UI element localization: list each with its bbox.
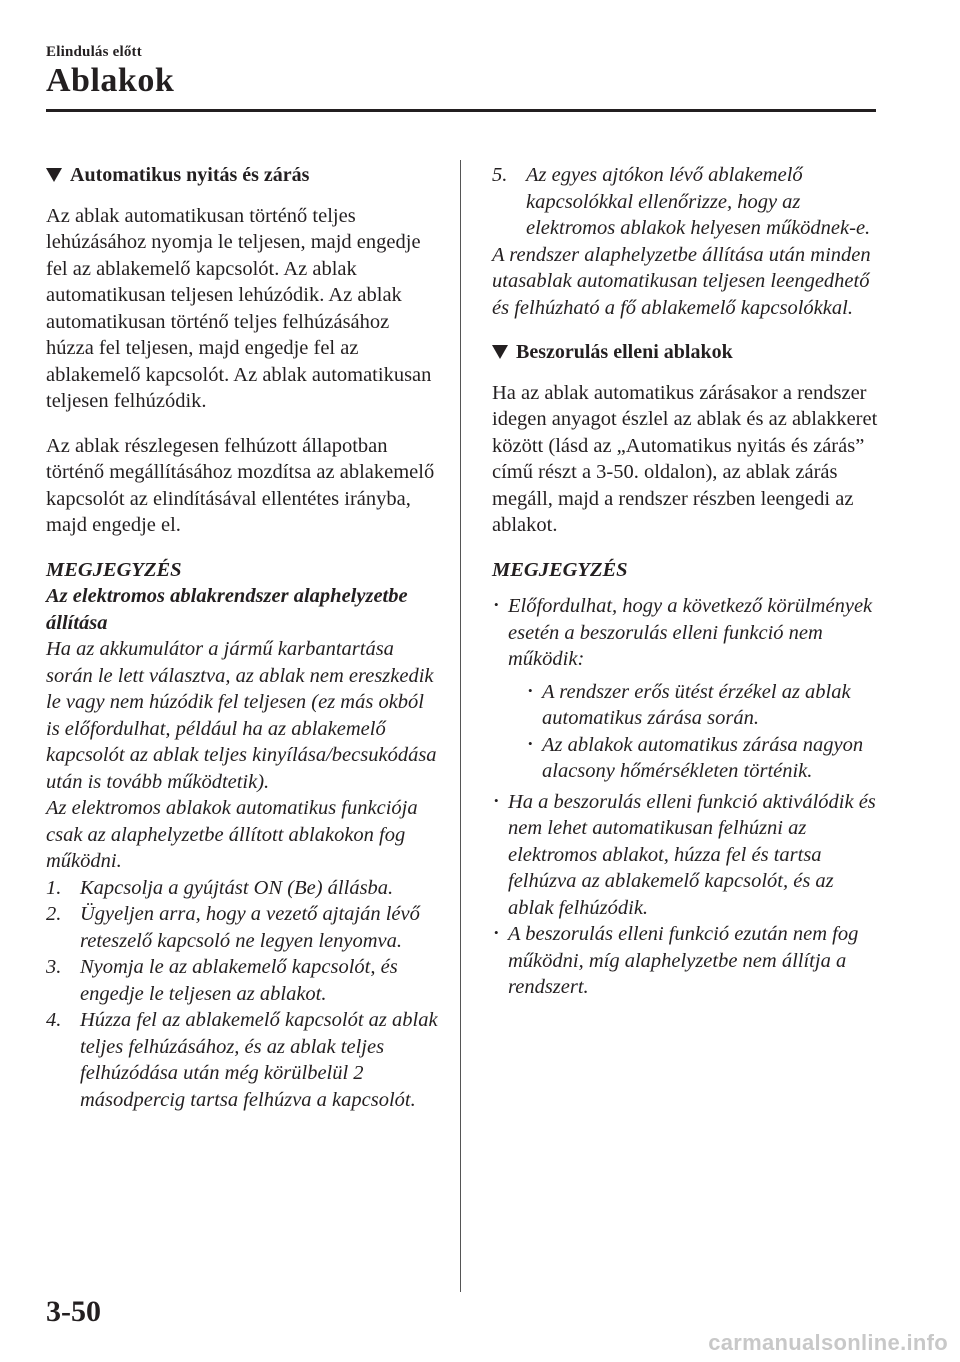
list-item: 5. Az egyes ajtókon lévő ablakemelő kapcsolókkal ellenőrizze, hogy az elektromos ablakok helyesen működnek-e.	[492, 164, 871, 239]
list-item: • A beszorulás elleni funkció ezután nem fog működni, míg alaphelyzetbe nem állítja a rendszert.	[492, 921, 882, 1001]
triangle-down-icon	[46, 168, 62, 182]
page-title: Ablakok	[46, 62, 175, 99]
note-label: MEGJEGYZÉS	[492, 558, 628, 581]
heading-text: Beszorulás elleni ablakok	[516, 341, 733, 363]
note-block	[492, 557, 882, 1001]
reset-steps-list	[46, 875, 438, 1114]
heading-text: Automatikus nyitás és zárás	[70, 164, 310, 186]
right-column	[492, 162, 882, 1001]
note-paragraph: Ha az akkumulátor a jármű karbantartása során le lett választva, az ablak nem ereszkedik le vagy nem húzódik fel teljesen (ez más okból is előfordulhat, például ha az ablakemelő kapcsolót az ablak teljes kinyílása/becsukódása után is tovább működtetik).	[46, 638, 437, 793]
list-item: 1. Kapcsolja a gyújtást ON (Be) állásba.	[46, 876, 394, 899]
heading-auto-open-close	[46, 162, 438, 189]
note-paragraph: A rendszer alaphelyzetbe állítása után minden utasablak automatikusan teljesen leengedhető és felhúzható a fő ablakemelő kapcsolókkal.	[492, 243, 871, 319]
list-item: • A rendszer erős ütést érzékel az ablak automatikus zárása során.	[526, 679, 882, 732]
list-item: 4. Húzza fel az ablakemelő kapcsolót az ablak teljes felhúzásához, és az ablak teljes felhúzódása után még körülbelül 2 másodpercig tartsa felhúzva a kapcsolót.	[46, 1009, 438, 1111]
header-divider	[46, 109, 876, 112]
left-column	[46, 162, 438, 1113]
section-name: Elindulás előtt	[46, 44, 142, 60]
note-paragraph: Az elektromos ablakok automatikus funkciója csak az alaphelyzetbe állított ablakokon fog működni.	[46, 797, 418, 872]
paragraph: Ha az ablak automatikus zárásakor a rendszer idegen anyagot észlel az ablak és az ablakkeret között (lásd az „Automatikus nyitás és zárás” című részt a 3-50. oldalon), az ablak zárás megáll, majd a rendszer részben leengedi az ablakot.	[492, 381, 878, 536]
page-number: 3-50	[46, 1295, 101, 1328]
paragraph: Az ablak részlegesen felhúzott állapotban történő megállításához mozdítsa az ablakemelő kapcsolót az elindításával ellentétes irányba, majd engedje el.	[46, 434, 435, 536]
triangle-down-icon	[492, 345, 508, 359]
heading-anti-pinch	[492, 339, 882, 366]
list-item: 2. Ügyeljen arra, hogy a vezető ajtaján lévő reteszelő kapcsoló ne legyen lenyomva.	[46, 903, 420, 952]
list-item: • Az ablakok automatikus zárása nagyon alacsony hőmérsékleten történik.	[526, 732, 882, 785]
note-title: Az elektromos ablakrendszer alaphelyzetbe állítása	[46, 585, 408, 634]
watermark: carmanualsonline.info	[708, 1330, 948, 1355]
paragraph: Az ablak automatikusan történő teljes lehúzásához nyomja le teljesen, majd engedje fel az ablakemelő kapcsolót. Az ablak automatikusan teljesen lehúzódik. Az ablak automatikusan történő teljes felhúzásához húzza fel teljesen, majd engedje fel az ablakemelő kapcsolót. Az ablak automatikusan teljesen felhúzódik.	[46, 204, 432, 412]
list-item: • Ha a beszorulás elleni funkció aktiválódik és nem lehet automatikusan felhúzni az elektromos ablakot, húzza fel és tartsa felhúzva az ablakemelő kapcsolót, és az ablak felhúzódik.	[492, 789, 882, 922]
list-item: • Előfordulhat, hogy a következő körülmények esetén a beszorulás elleni funkció nem működik: • A rendszer erős ütést érzékel az ablak automatikus zárása során. • Az ablakok automatikus zárása nagyon alacsony hőmérsékleten történik.	[492, 593, 882, 785]
note-label: MEGJEGYZÉS	[46, 558, 182, 581]
note-block	[46, 557, 438, 1114]
note-bullet-list	[492, 593, 882, 1001]
list-item: 3. Nyomja le az ablakemelő kapcsolót, és engedje le teljesen az ablakot.	[46, 956, 398, 1005]
reset-steps-list-cont	[492, 162, 882, 242]
column-divider	[460, 160, 461, 1292]
sub-bullet-list	[508, 679, 882, 785]
